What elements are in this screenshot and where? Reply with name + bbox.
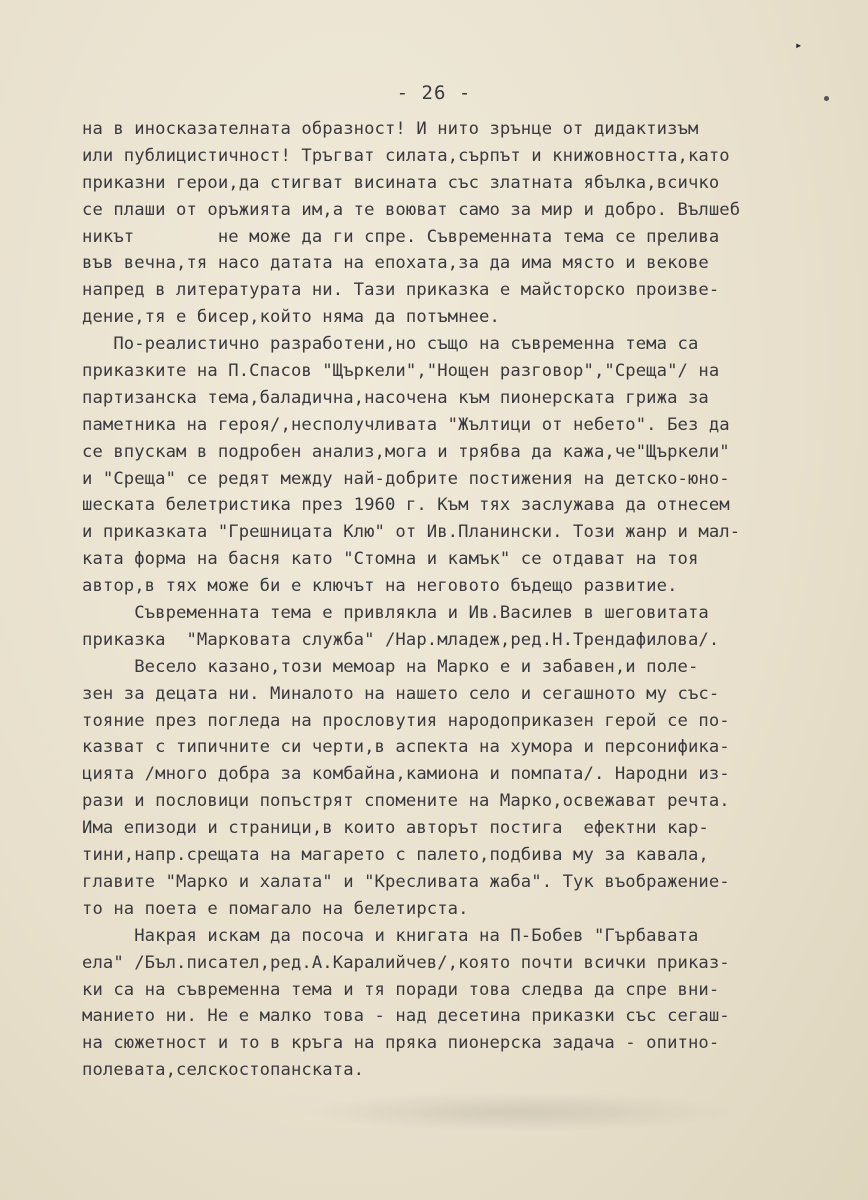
text-line: паметника на героя/,несполучливата "Жълтици от небето". Без да [82, 414, 730, 435]
text-line: главите "Марко и халата" и "Кресливата жаба". Тук въображение- [82, 871, 730, 892]
ink-smudge [300, 1092, 740, 1132]
text-line: партизанска тема,баладична,насочена към пионерската грижа за [82, 387, 709, 408]
text-line: приказни герои,да стигват висината със златната ябълка,всичко [82, 172, 720, 193]
text-line: приказка "Марковата служба" /Нар.младеж,ред.Н.Трендафилова/. [82, 629, 720, 650]
text-line: ката форма на басня като "Стомна и камък" се отдават на тоя [82, 549, 699, 570]
text-line: По-реалистично разработени,но също на съвременна тема са [82, 334, 699, 355]
text-line: зен за децата ни. Миналото на нашето село и сегашното му със- [82, 683, 720, 704]
text-line: или публицистичност! Тръгват силата,сърпът и книжовността,като [82, 145, 730, 166]
text-line: на в иносказателната образност! И нито зрънце от дидактизъм [82, 119, 699, 139]
text-line: рази и пословици попъстрят спомените на Марко,освежават речта. [82, 791, 730, 812]
text-line: цията /много добра за комбайна,камиона и помпата/. Народни из- [82, 764, 730, 785]
text-line: шеската белетристика през 1960 г. Към тях заслужава да отнесем [82, 495, 730, 516]
text-line: тини,напр.срещата на магарето с палето,подбива му за кавала, [82, 845, 709, 866]
text-line: то на поета е помагало на белетирста. [82, 898, 469, 919]
text-line: на сюжетност и то в кръга на пряка пионерска задача - опитно- [82, 1033, 720, 1054]
text-line: Има епизоди и страници,в които авторът постига ефектни кар- [82, 818, 709, 839]
corner-mark: ▸ [795, 38, 803, 52]
text-line: манието ни. Не е малко това - над десетина приказки със сегаш- [82, 1006, 730, 1027]
text-line: автор,в тях може би е ключът на неговото бъдещо развитие. [82, 576, 678, 597]
text-line: се впускам в подробен анализ,мога и трябва да кажа,че"Щъркели" [82, 441, 730, 462]
text-line: и приказката "Грешницата Клю" от Ив.Планински. Този жанр и мал- [82, 522, 741, 543]
text-line: полевата,селскостопанската. [82, 1060, 365, 1081]
text-line: напред в литературата ни. Тази приказка е майсторско произве- [82, 280, 720, 301]
text-line: приказките на П.Спасов "Щъркели","Нощен разговор","Среща"/ на [82, 361, 720, 382]
text-line: ела" /Бъл.писател,ред.А.Каралийчев/,която почти всички приказ- [82, 952, 730, 973]
text-line: ки са на съвременна тема и тя поради това следва да спре вни- [82, 979, 720, 1000]
text-line: и "Среща" се редят между най-добрите постижения на детско-юно- [82, 468, 730, 489]
text-line: казват с типичните си черти,в аспекта на хумора и персонифика- [82, 737, 730, 758]
text-line: тояние през погледа на прословутия народоприказен герой се по- [82, 710, 730, 731]
text-line: дение,тя е бисер,който няма да потъмнее. [82, 307, 500, 328]
text-line: Весело казано,този мемоар на Марко е и забавен,и поле- [82, 656, 699, 677]
typewritten-body [82, 116, 842, 1084]
text-line: никът не може да ги спре. Съвременната тема се прелива [82, 226, 720, 247]
page-number: - 26 - [396, 82, 472, 104]
text-line: Съвременната тема е привлякла и Ив.Василев в шеговитата [82, 603, 709, 624]
text-line: Накрая искам да посоча и книгата на П-Бобев "Гърбавата [82, 925, 699, 946]
text-line: се плаши от оръжията им,а те воюват само за мир и добро. Вълшеб [82, 199, 741, 220]
text-line: във вечна,тя насо датата на епохата,за да има място и векове [82, 253, 709, 274]
